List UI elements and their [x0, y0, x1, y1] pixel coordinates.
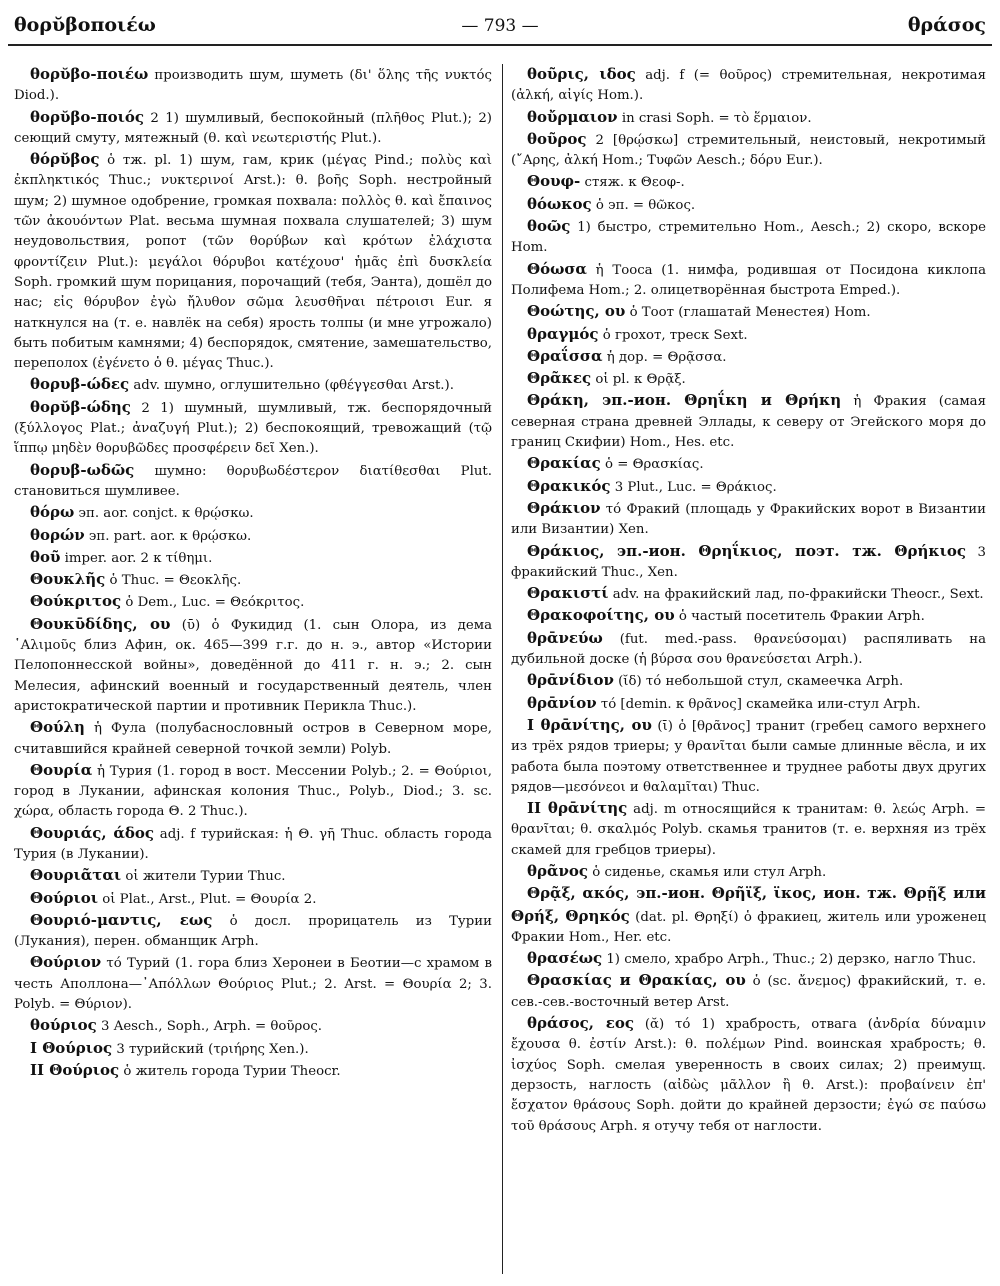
dictionary-entry: [511, 948, 986, 970]
dictionary-entry: [511, 476, 986, 498]
dictionary-entry: [511, 693, 986, 715]
entry-definition: (dat. pl. Θρηξί) ὁ фракиец, житель или уроженец Фракии Hom., Her. etc.: [511, 909, 986, 945]
entry-headword: θορυβ-ώδες: [30, 375, 130, 394]
header-left-headword: θορῠβοποιέω: [14, 14, 156, 36]
entry-definition: ἡ дор. = Θρᾷσσα.: [602, 349, 727, 365]
dictionary-entry: [511, 129, 986, 172]
entry-headword: θοῦ: [30, 547, 61, 566]
entry-headword: θορῠβο-ποιός: [30, 107, 144, 126]
entry-headword: Θουριᾶται: [30, 866, 122, 885]
entry-headword: θρᾱνίον: [527, 693, 597, 712]
dictionary-entry: [14, 865, 492, 887]
entry-definition: οἱ pl. к Θρᾷξ.: [591, 372, 686, 388]
dictionary-entry: [511, 346, 986, 368]
entry-definition: in crasi Soph. = τὸ ἕρμαιον.: [617, 110, 812, 126]
dictionary-entry: [14, 1038, 492, 1060]
entry-headword: θόρω: [30, 503, 75, 522]
entry-headword: Θουκλῆς: [30, 570, 106, 589]
dictionary-entry: [14, 888, 492, 910]
entry-definition: 3 Aesch., Soph., Arph. = θοῦρος.: [96, 1019, 323, 1035]
entry-headword: Θοώτης, ου: [527, 302, 626, 321]
entry-definition: эп. aor. conjct. к θρῴσκω.: [74, 506, 254, 522]
entry-headword: Θούριοι: [30, 888, 98, 907]
entry-definition: adj. f (= θοῦρος) стремительная, некротимая (ἀλκή, αἰγίς Hom.).: [511, 68, 986, 104]
dictionary-entry: [14, 910, 492, 953]
right-column: [511, 64, 986, 1276]
dictionary-entry: [511, 861, 986, 883]
page-number: — 793 —: [461, 16, 539, 36]
dictionary-entry: [14, 107, 492, 150]
entry-definition: производить шум, шуметь (δι' ὅλης τῆς νυκτός Diod.).: [14, 68, 492, 104]
entry-definition: ὁ досл. прорицатель из Турии (Лукания), перен. обманщик Arph.: [14, 913, 492, 950]
entry-definition: 2 [θρῴσκω] стремительный, неистовый, некротимый (῎Αρης, ἀλκή Hom.; Τυφῶν Aesch.; δόρυ Eur.).: [511, 132, 986, 169]
dictionary-entry: [14, 614, 492, 717]
entry-definition: 3 турийский (τριήρης Xen.).: [112, 1041, 309, 1057]
entry-headword: θορών: [30, 525, 85, 544]
header-rule: [8, 44, 992, 46]
dictionary-entry: [14, 460, 492, 503]
dictionary-entry: [511, 64, 986, 107]
dictionary-entry: [511, 194, 986, 216]
entry-headword: Θουφ-: [527, 172, 581, 191]
entry-definition: ἡ Фракия (самая северная страна древней Эллады, к северу от Эгейского моря до границ Скифии) Hom., Hes. etc.: [511, 394, 986, 451]
entry-headword: Θρακικός: [527, 476, 611, 495]
entry-definition: ὁ тж. pl. 1) шум, гам, крик (μέγας Pind.; πολὺς καὶ ἐκπληκτικός Thuc.; νυκτερινοί Arst.): θ. βοῆς Soph. нестройный шум; 2) шумное одобрение, громкая похвала: πολλὸς θ. καὶ ἔπαινος τῶν ἀκουόντων Plat. весьма шумная похвала слушателей; 3) шум неудовольствия, ропот (τῶν θορύβων καὶ κρότων ἐλάχιστα φροντίζειν Plut.): μεγάλοι θόρυβοι κατέχουσ' ἡμᾶς ἐπὶ δυσκλεία Soph. громкий шум порицания, порочащий (тебя, Эанта), дошёл до нас; εἰς θόρυβον ἐγὼ ἤλυθον σῶμα λευσθῆναι πέτροισι Eur. я наткнулся на (т. е. навлёк на себя) ярость толпы (и мне угрожало) быть побитым камнями; 4) беспорядок, смятение, замешательство, переполох (ἐγένετο ὁ θ. μέγας Thuc.).: [14, 153, 492, 372]
entry-definition: (ῡ) ὁ Фукидид (1. сын Олора, из дема ῾Αλιμοῦς близ Афин, ок. 465—399 г.г. до н. э., автор «Истории Пелопоннесской войны», доведённой до 411 г. н. э.; 2. сын Мелесия, афинский военный и государственный деятель, член аристократической партии и противник Перикла Thuc.).: [14, 617, 492, 714]
entry-definition: 3 Plut., Luc. = Θράκιος.: [610, 479, 777, 495]
dictionary-entry: [511, 324, 986, 346]
entry-definition: adv. на фракийский лад, по-фракийски Theocr., Sext.: [608, 587, 984, 603]
entry-headword: θορῠβ-ώδης: [30, 397, 131, 416]
page-header: [8, 14, 992, 44]
dictionary-entry: [14, 569, 492, 591]
entry-headword: θράσος, εος: [527, 1014, 635, 1033]
entry-headword: II Θούριος: [30, 1060, 120, 1079]
dictionary-entry: [511, 259, 986, 302]
entry-headword: Θρᾷξ, ακός, эп.-ион. Θρῆϊξ, ϊκος, ион. тж. Θρῇξ или Θρήξ, Θρηκός: [511, 884, 986, 925]
dictionary-entry: [511, 301, 986, 323]
entry-headword: Θουριό-μαντις, εως: [30, 910, 213, 929]
entry-definition: imper. aor. 2 к τίθημι.: [60, 550, 213, 566]
entry-definition: (fut. med.-pass. θρανεύσομαι) распяливать на дубильной доске (ἡ βύρσα σου θρανεύσεται Arph.).: [511, 631, 986, 668]
dictionary-entry: [511, 970, 986, 1013]
entry-definition: ὁ Dem., Luc. = Θεόκριτος.: [121, 595, 305, 611]
entry-headword: θρασέως: [527, 949, 603, 968]
entry-headword: Θρᾶκες: [527, 369, 592, 388]
entry-definition: 1) быстро, стремительно Hom., Aesch.; 2) скоро, вскоре Hom.: [511, 220, 986, 256]
dictionary-entry: [14, 397, 492, 460]
entry-definition: οἱ Plat., Arst., Plut. = Θουρία 2.: [97, 891, 317, 907]
entry-headword: Θρακιστί: [527, 584, 609, 603]
entry-definition: 2 1) шумный, шумливый, тж. беспорядочный (ξύλλογος Plat.; ἀναζυγή Plut.); 2) беспокоящий, тревожащий (τῷ ἵππῳ μηδὲν θορυβῶδες προσφέρειν δεῖ Xen.).: [14, 400, 492, 457]
dictionary-entry: [511, 453, 986, 475]
entry-headword: θρᾶνος: [527, 861, 589, 880]
entry-headword: Θούριον: [30, 953, 102, 972]
dictionary-entry: [14, 591, 492, 613]
dictionary-entry: [511, 171, 986, 193]
entry-headword: θόρῠβος: [30, 150, 100, 169]
dictionary-entry: [14, 1015, 492, 1037]
dictionary-entry: [511, 541, 986, 584]
entry-headword: Θρακίας: [527, 454, 601, 473]
dictionary-entry: [511, 498, 986, 541]
entry-definition: adj. f турийская: ἡ Θ. γῆ Thuc. область города Турия (в Лукании).: [14, 826, 492, 862]
dictionary-entry: [14, 760, 492, 823]
entry-headword: θραγμός: [527, 324, 599, 343]
entry-headword: Θρακοφοίτης, ου: [527, 606, 675, 625]
dictionary-entry: [14, 952, 492, 1015]
entry-headword: θοῦρις, ιδος: [527, 65, 636, 83]
entry-headword: I Θούριος: [30, 1038, 113, 1057]
dictionary-entry: [511, 628, 986, 671]
dictionary-entry: [511, 368, 986, 390]
entry-headword: θοὔρμαιον: [527, 107, 618, 126]
dictionary-entry: [511, 670, 986, 692]
entry-definition: ἡ Турия (1. город в вост. Мессении Polyb.; 2. = Θούριοι, город в Лукании, афинская колония Thuc., Polyb., Diod.; 3. sc. χώρα, область города Θ. 2 Thuc.).: [14, 763, 492, 820]
entry-definition: шумно: θορυβωδέστερον διατίθεσθαι Plut. становиться шумливее.: [14, 463, 492, 499]
dictionary-entry: [511, 1013, 986, 1137]
entry-headword: θρᾱνίδιον: [527, 671, 614, 690]
entry-headword: Θραΐσσα: [527, 346, 603, 365]
entry-definition: τό [demin. к θρᾶνος] скамейка или-стул Arph.: [596, 696, 921, 712]
dictionary-entry: [511, 216, 986, 259]
entry-definition: ὁ (sc. ἄνεμος) фракийский, т. е. сев.-сев.-восточный ветер Arst.: [511, 974, 986, 1010]
entry-definition: 1) смело, храбро Arph., Thuc.; 2) дерзко, нагло Thuc.: [602, 952, 977, 968]
dictionary-entry: [511, 798, 986, 861]
dictionary-entry: [14, 547, 492, 569]
dictionary-entry: [511, 605, 986, 627]
entry-headword: I θρᾱνίτης, ου: [527, 715, 652, 734]
entry-definition: τό Турий (1. гора близ Херонеи в Беотии—с храмом в честь Аполлона—᾿Απόλλων Θούριος Plut.; 2. Arst. = Θουρία 2; 3. Polyb. = Θύριον).: [14, 956, 492, 1013]
entry-definition: ἡ Тооса (1. нимфа, родившая от Посидона киклопа Полифема Hom.; 2. олицетворённая быстрота Emped.).: [511, 262, 986, 298]
entry-definition: οἱ жители Турии Thuc.: [121, 869, 286, 885]
entry-definition: эп. part. aor. к θρῴσκω.: [84, 528, 252, 544]
dictionary-entry: [511, 583, 986, 605]
entry-definition: 2 1) шумливый, беспокойный (πλῆθος Plut.); 2) сеющий смуту, мятежный (θ. καὶ νεωτεριστής Plut.).: [14, 110, 492, 146]
entry-definition: (ῐδ) τό небольшой стул, скамеечка Arph.: [613, 674, 904, 690]
entry-definition: ὁ Thuc. = Θεοκλῆς.: [105, 573, 242, 589]
entry-headword: θορῠβο-ποιέω: [30, 65, 149, 83]
entry-definition: ὁ = Θρασκίας.: [600, 457, 704, 473]
entry-definition: ὁ эп. = θῶκος.: [591, 197, 696, 213]
dictionary-entry: [14, 374, 492, 396]
entry-headword: Θουριάς, άδος: [30, 823, 155, 842]
entry-headword: Θούκριτος: [30, 592, 122, 611]
entry-headword: θορυβ-ωδῶς: [30, 460, 135, 479]
entry-definition: (ᾰ) τό 1) храбрость, отвага (ἀνδρία δύναμιν ἔχουσα θ. ἐστίν Arst.): θ. πολέμων Pind. воинская храбрость; θ. ἰσχύος Soph. смелая уверенность в своих силах; 2) преимущ. дерзость, наглость (αἰδὼς μᾶλλον ἢ θ. Arst.): προβαίνειν ἐπ' ἔσχατον θράσους Soph. дойти до крайней дерзости; ἐγώ σε παύσω τοῦ θράσους Arph. я отучу тебя от наглости.: [511, 1017, 986, 1134]
entry-headword: θοῦρος: [527, 129, 587, 148]
entry-headword: Θόωσα: [527, 259, 587, 278]
dictionary-entry: [14, 823, 492, 866]
dictionary-entry: [14, 525, 492, 547]
entry-headword: Θουκῡδίδης, ου: [30, 614, 171, 633]
entry-headword: θούριος: [30, 1016, 97, 1035]
header-right-headword: θράσος: [907, 14, 986, 36]
dictionary-entry: [511, 390, 986, 453]
entry-definition: (ῑ) ὁ [θρᾶνος] транит (гребец самого верхнего из трёх рядов триеры; у θρανῖται были самые длинные вёсла, и их работа была поэтому ответственнее и труднее работы двух других рядов—μεσόνεοι и θαλαμῖται) Thuc.: [511, 718, 986, 795]
entry-definition: ὁ сиденье, скамья или стул Arph.: [588, 864, 827, 880]
entry-headword: θοῶς: [527, 217, 571, 236]
entry-definition: ἡ Фула (полубаснословный остров в Северном море, считавшийся крайней северной точкой земли) Polyb.: [14, 721, 492, 757]
entry-definition: τό Фракий (площадь у Фракийских ворот в Византии или Византии) Xen.: [511, 501, 986, 538]
dictionary-entry: [14, 149, 492, 374]
dictionary-entry: [14, 717, 492, 760]
entry-definition: ὁ грохот, треск Sext.: [598, 327, 748, 343]
left-column: [14, 64, 492, 1276]
entry-headword: Θούλη: [30, 718, 85, 737]
entry-headword: Θρασκίας и Θρακίας, ου: [527, 971, 746, 990]
entry-headword: θρᾱνεύω: [527, 628, 603, 647]
dictionary-entry: [511, 715, 986, 798]
entry-definition: adv. шумно, оглушительно (φθέγγεσθαι Arst.).: [129, 378, 454, 394]
dictionary-entry: [511, 107, 986, 129]
dictionary-entry: [14, 502, 492, 524]
entry-definition: ὁ Тоот (глашатай Менестея) Hom.: [625, 305, 871, 321]
entry-definition: ὁ житель города Турии Theocr.: [119, 1063, 341, 1079]
entry-definition: ὁ частый посетитель Фракии Arph.: [674, 609, 925, 625]
entry-headword: Θουρία: [30, 760, 93, 779]
entry-headword: θόωκος: [527, 194, 592, 213]
entry-definition: стяж. к Θεοφ-.: [580, 175, 685, 191]
entry-headword: Θράκιος, эп.-ион. Θρηΐκιος, поэт. тж. Θρήκιος: [527, 541, 966, 560]
dictionary-entry: [14, 1060, 492, 1082]
dictionary-entry: [511, 883, 986, 948]
entry-headword: Θράκη, эп.-ион. Θρηΐκη и Θρήκη: [527, 391, 842, 410]
column-divider: [502, 64, 503, 1274]
dictionary-entry: [14, 64, 492, 107]
entry-definition: adj. m относящийся к транитам: θ. λεώς Arph. = θρανῖται; θ. σκαλμός Polyb. скамья транитов (т. е. верхняя из трёх скамей для гребцов триеры).: [511, 802, 986, 858]
entry-headword: II θρᾱνίτης: [527, 799, 628, 818]
entry-headword: Θράκιον: [527, 498, 601, 517]
entry-definition: 3 фракийский Thuc., Xen.: [511, 544, 986, 580]
